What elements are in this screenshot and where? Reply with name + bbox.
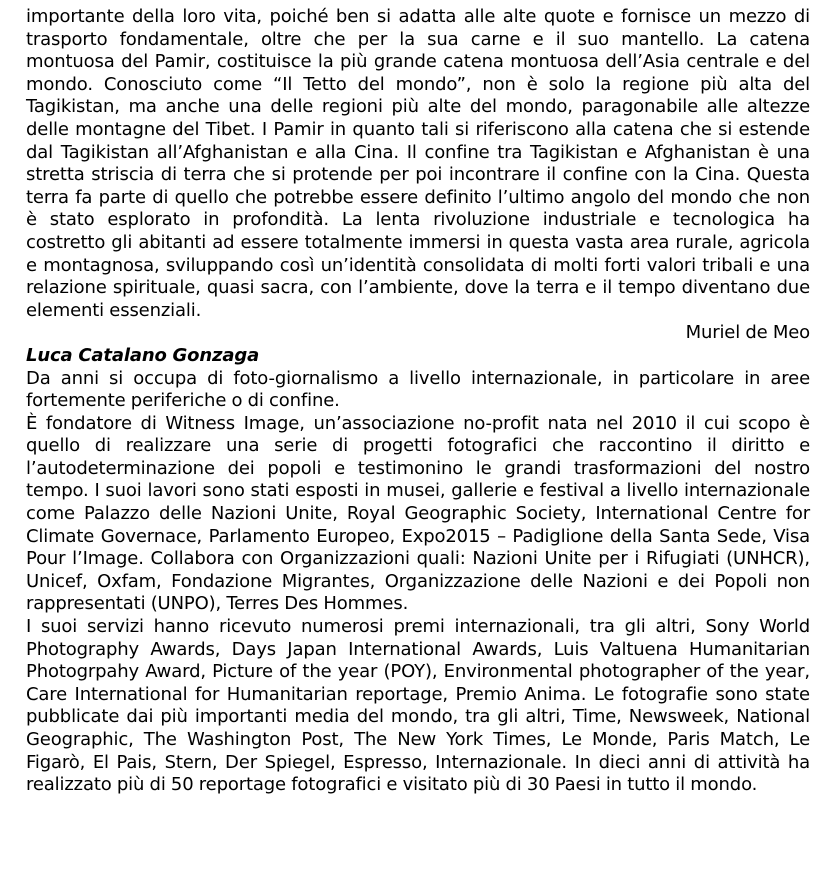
intro-paragraph: importante della loro vita, poiché ben si adatta alle alte quote e fornisce un mezzo di trasporto fondamentale, oltre che per la sua carne e il suo mantello. La catena montuosa del Pamir, costituisce la più grande catena montuosa dell’Asia centrale e del mondo. Conosciuto come “Il Tetto del mondo”, non è solo la regione più alta del Tagikistan, ma anche una delle regioni più alte del mondo, paragonabile alle altezze delle montagne del Tibet. I Pamir in quanto tali si riferiscono alla catena che si estende dal Tagikistan all’Afghanistan e alla Cina. Il confine tra Tagikistan e Afghanistan è una stretta striscia di terra che si protende per poi incontrare il confine con la Cina. Questa terra fa parte di quello che potrebbe essere definito l’ultimo angolo del mondo che non è stato esplorato in profondità. La lenta rivoluzione industriale e tecnologica ha costretto gli abitanti ad essere totalmente immersi in questa vasta area rurale, agricola e montagnosa, sviluppando così un’identità consolidata di molti forti valori tribali e una relazione spirituale, quasi sacra, con l’ambiente, dove la terra e il tempo diventano due elementi essenziali. — [26, 6, 810, 321]
document-page — [26, 6, 810, 797]
article-signature: Muriel de Meo — [685, 322, 810, 344]
bio-paragraph-2: È fondatore di Witness Image, un’associazione no-profit nata nel 2010 il cui scopo è quello di realizzare una serie di progetti fotografici che raccontino il diritto e l’autodeterminazione dei popoli e testimonino le grandi trasformazioni del nostro tempo. I suoi lavori sono stati esposti in musei, gallerie e festival a livello internazionale come Palazzo delle Nazioni Unite, Royal Geographic Society, International Centre for Climate Governace, Parlamento Europeo, Expo2015 – Padiglione della Santa Sede, Visa Pour l’Image. Collabora con Organizzazioni quali: Nazioni Unite per i Rifugiati (UNHCR), Unicef, Oxfam, Fondazione Migrantes, Organizzazione delle Nazioni e dei Popoli non rappresentati (UNPO), Terres Des Hommes. — [26, 412, 810, 615]
bio-heading: Luca Catalano Gonzaga — [26, 344, 260, 366]
bio-paragraph-1: Da anni si occupa di foto-giornalismo a livello internazionale, in particolare in aree fortemente periferiche o di confine. — [26, 367, 810, 412]
bio-paragraph-3: I suoi servizi hanno ricevuto numerosi premi internazionali, tra gli altri, Sony World Photography Awards, Days Japan International Awards, Luis Valtuena Humanitarian Photogrpahy Award, Picture of the year (POY), Environmental photographer of the year, Care International for Humanitarian reportage, Premio Anima. Le fotografie sono state pubblicate dai più importanti media del mondo, tra gli altri, Time, Newsweek, National Geographic, The Washington Post, The New York Times, Le Monde, Paris Match, Le Figarò, El Pais, Stern, Der Spiegel, Espresso, Internazionale. In dieci anni di attività ha realizzato più di 50 reportage fotografici e visitato più di 30 Paesi in tutto il mondo. — [26, 616, 810, 796]
